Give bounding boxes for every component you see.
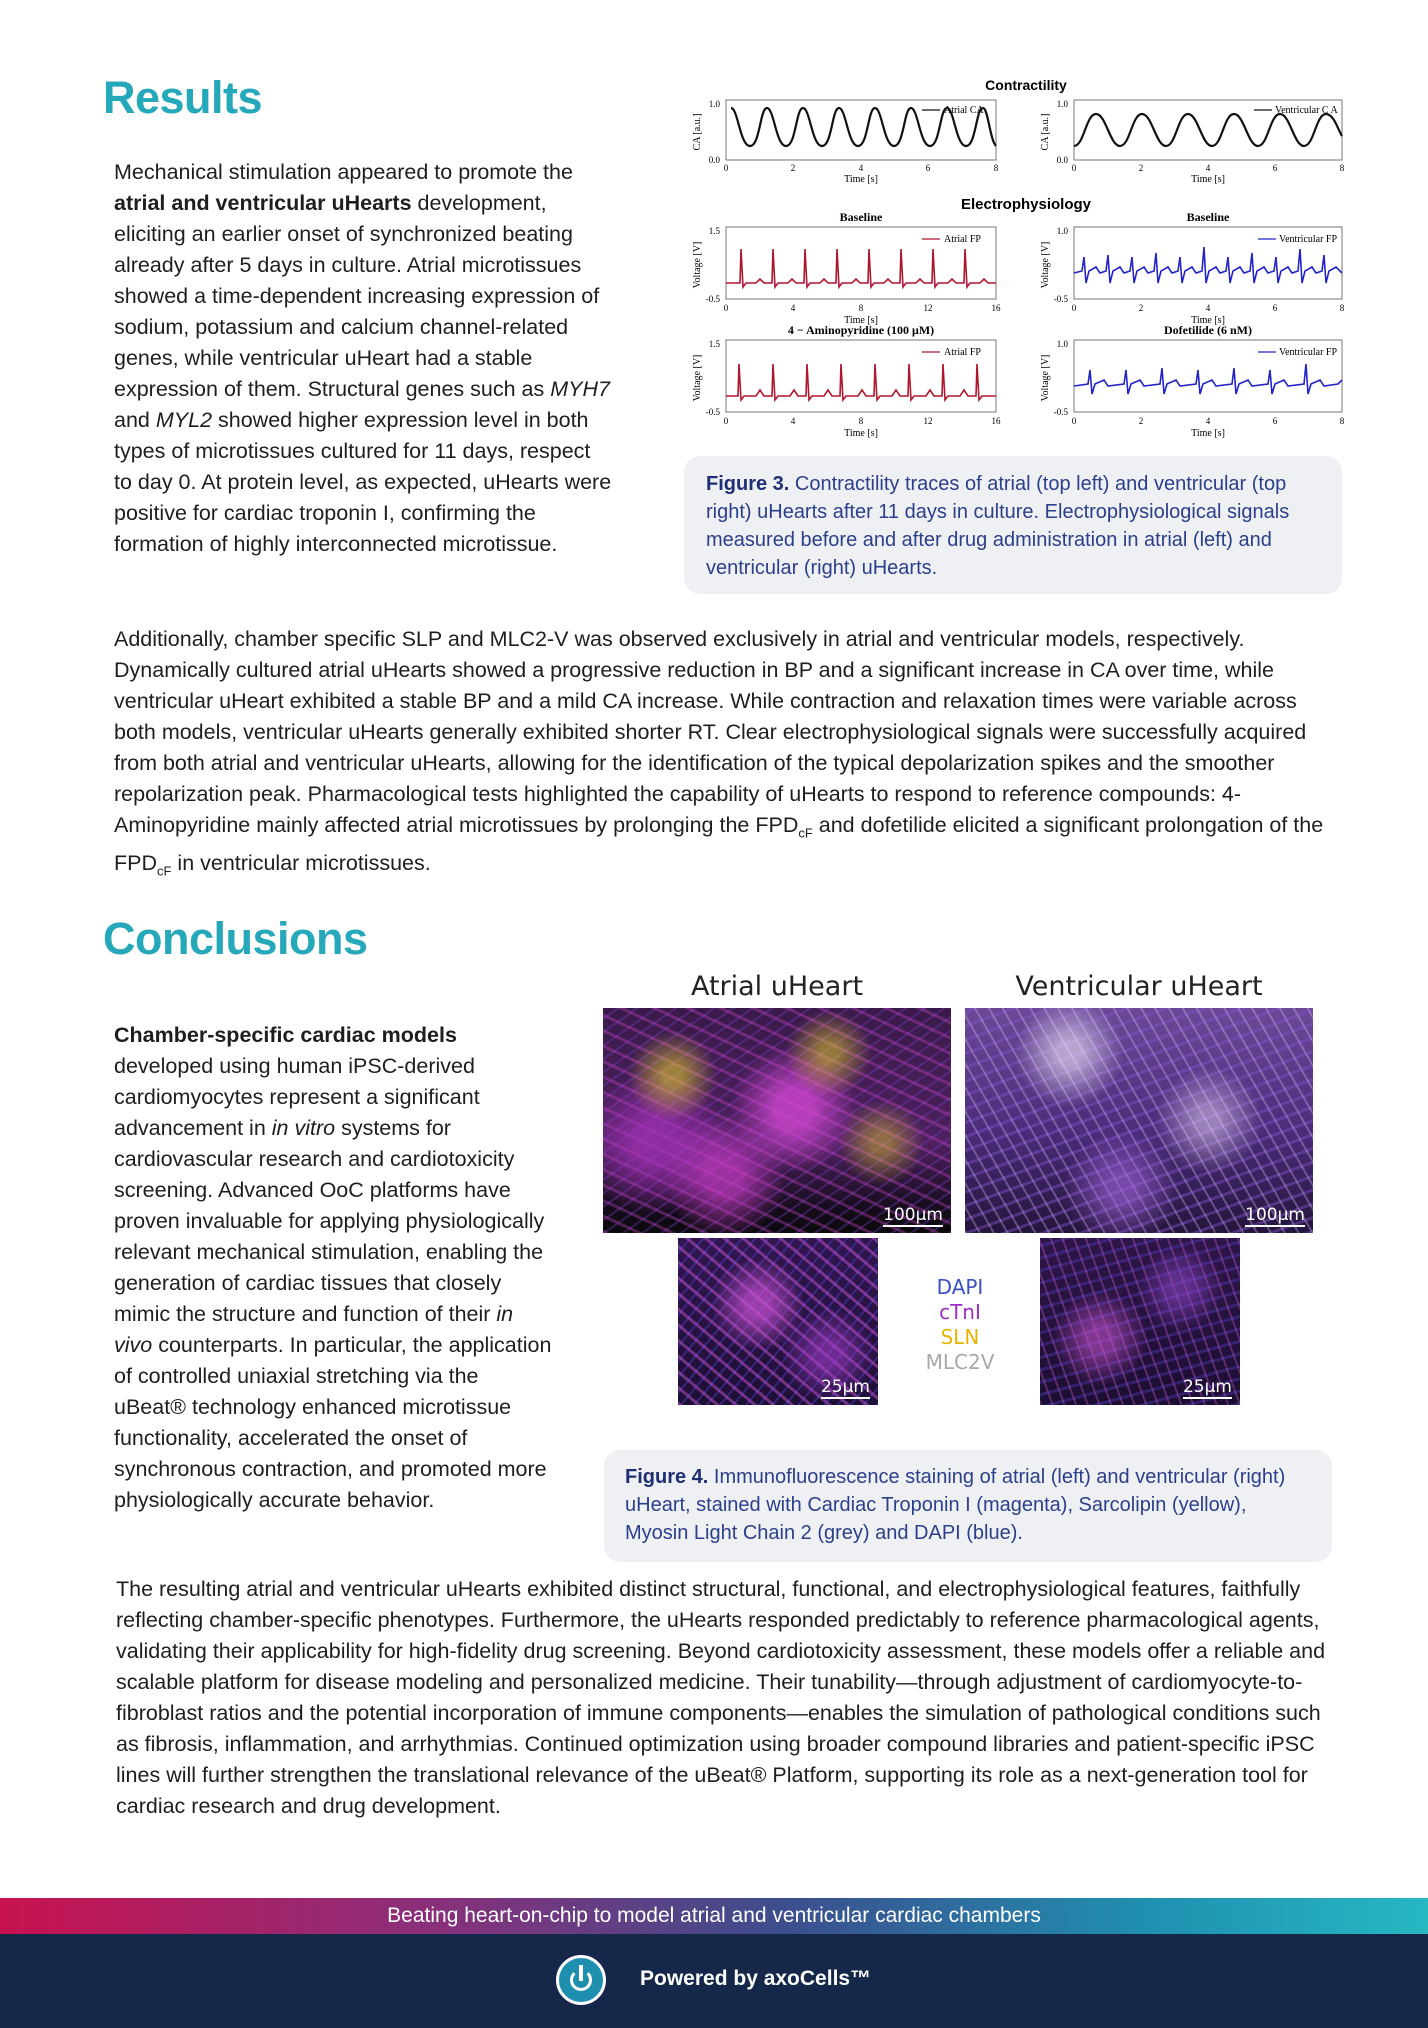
atrial-fp-drug-panel: [692, 323, 1001, 439]
atrial-uheart-title: Atrial uHeart: [690, 971, 864, 1002]
results-paragraph-2: Additionally, chamber specific SLP and MLC2-V was observed exclusively in atrial and ventricular models, respectively. Dynamically cultured atrial uHearts showed a progressive reduction in BP and a significant increase in CA over time, while ventricular uHeart exhibited a stable BP and a mild CA increase. While contraction and relaxation times were variable across both models, ventricular uHearts generally exhibited shorter RT. Clear electrophysiological signals were successfully acquired from both atrial and ventricular uHearts, allowing for the identification of the typical depolarization spikes and the smoother repolarization peak. Pharmacological tests highlighted the capability of uHearts to respond to reference compounds: 4-Aminopyridine mainly affected atrial microtissues by prolonging the $FPD_{cF}$ and dofetilide elicited a significant prolongation of the $FPD_{cF}$ in ventricular microtissues.: [114, 627, 1324, 879]
svg-text:Ventricular FP: Ventricular FP: [1279, 234, 1338, 245]
atrial-ca-panel: [692, 99, 999, 185]
svg-text:4: 4: [858, 163, 864, 173]
axocells-logo-icon: [556, 1955, 606, 2005]
ventricular-zoom-image: [1040, 1238, 1240, 1405]
svg-text:4: 4: [1205, 416, 1211, 426]
svg-text:CA [a.u.]: CA [a.u.]: [1040, 113, 1051, 151]
footer-tagline-bar: [0, 1898, 1428, 1934]
svg-text:Time [s]: Time [s]: [1191, 315, 1225, 326]
svg-text:0: 0: [723, 163, 729, 173]
svg-text:12: 12: [923, 416, 933, 426]
electrophysiology-title: Electrophysiology: [960, 196, 1092, 213]
svg-text:0: 0: [1071, 416, 1077, 426]
results-paragraph-1: Mechanical stimulation appeared to promote the atrial and ventricular uHearts development, eliciting an earlier onset of synchronized beating already after 5 days in culture. Atrial microtissues showed a time-dependent increasing expression of sodium, potassium and calcium channel-related genes, while ventricular uHeart had a stable expression of them. Structural genes such as MYH7 and MYL2 showed higher expression level in both types of microtissues cultured for 11 days, respect to day 0. At protein level, as expected, uHearts were positive for cardiac troponin I, confirming the formation of highly interconnected microtissue.: [114, 160, 612, 556]
baseline-right-title: Baseline: [1186, 210, 1230, 224]
ventricular-uheart-image: [965, 1008, 1313, 1233]
scale-bar-25-atrial: 25μm: [820, 1377, 870, 1397]
conclusions-paragraph-2: The resulting atrial and ventricular uHearts exhibited distinct structural, functional, and electrophysiological features, faithfully reflecting chamber-specific phenotypes. Furthermore, the uHearts responded predictably to reference pharmacological agents, validating their applicability for high-fidelity drug screening. Beyond cardiotoxicity assessment, these models offer a reliable and scalable platform for disease modeling and personalized medicine. Their tunability—through adjustment of cardiomyocyte-to-fibroblast ratios and the potential incorporation of immune components—enables the simulation of pathological conditions such as fibrosis, inflammation, and arrhythmias. Continued optimization using broader compound libraries and patient-specific iPSC lines will further strengthen the translational relevance of the uBeat® Platform, supporting its role as a next-generation tool for cardiac research and drug development.: [116, 1577, 1326, 1818]
svg-text:0.0: 0.0: [708, 155, 720, 165]
svg-text:16: 16: [991, 416, 1001, 426]
ventricular-fp-baseline-panel: [1040, 210, 1345, 326]
figure-3-charts: [686, 72, 1346, 442]
svg-text:6: 6: [1272, 303, 1278, 313]
svg-text:6: 6: [1272, 163, 1278, 173]
figure-3-caption: Figure 3. Contractility traces of atrial (top left) and ventricular (top right) uHearts after 11 days in culture. Electrophysiological signals measured before and after drug administration in atrial (left) and ventricular (right) uHearts.: [706, 473, 1290, 579]
svg-text:4: 4: [1205, 303, 1211, 313]
svg-text:12: 12: [923, 303, 933, 313]
legend-sln: SLN: [940, 1325, 980, 1349]
results-heading: Results: [103, 72, 263, 123]
ventricular-fp-drug-line: [1074, 364, 1342, 394]
x-label: Time [s]: [844, 174, 878, 185]
ventricular-uheart-title: Ventricular uHeart: [1015, 971, 1263, 1002]
svg-text:4: 4: [790, 416, 796, 426]
svg-text:Time [s]: Time [s]: [844, 315, 878, 326]
svg-text:0: 0: [1071, 163, 1077, 173]
atrial-uheart-image: [603, 1008, 951, 1233]
atrial-fp-baseline-line: [726, 249, 996, 287]
svg-text:2: 2: [1138, 416, 1144, 426]
scale-bar-100-ventricular: 100μm: [1245, 1205, 1305, 1225]
footer-tagline: Beating heart-on-chip to model atrial and ventricular cardiac chambers: [387, 1904, 1041, 1927]
svg-text:Atrial FP: Atrial FP: [944, 234, 981, 245]
stain-legend: [905, 1275, 1015, 1375]
legend-ventricular-ca: Ventricular C A: [1275, 105, 1338, 116]
svg-text:2: 2: [790, 163, 796, 173]
svg-text:1.5: 1.5: [708, 226, 720, 236]
svg-text:8: 8: [1339, 416, 1345, 426]
powered-by-text: Powered by axoCells™: [640, 1967, 872, 1990]
ventricular-ca-panel: [1040, 99, 1345, 185]
svg-text:16: 16: [991, 303, 1001, 313]
scale-bar-25-ventricular: 25μm: [1182, 1377, 1232, 1397]
svg-text:8: 8: [858, 416, 864, 426]
svg-text:1.0: 1.0: [1056, 226, 1068, 236]
legend-ctni: cTnI: [939, 1300, 981, 1324]
y-label: CA [a.u.]: [692, 113, 703, 151]
drug-left-title: 4 − Aminopyridine (100 μM): [787, 323, 935, 337]
atrial-fp-baseline-panel: [692, 210, 1001, 326]
svg-text:Voltage [V]: Voltage [V]: [1040, 354, 1051, 402]
svg-text:1.0: 1.0: [1056, 99, 1068, 109]
svg-text:Atrial FP: Atrial FP: [944, 347, 981, 358]
svg-text:Ventricular FP: Ventricular FP: [1279, 347, 1338, 358]
svg-text:Time [s]: Time [s]: [1191, 174, 1225, 185]
svg-text:0: 0: [723, 416, 729, 426]
drug-right-title: Dofetilide (6 nM): [1164, 323, 1252, 337]
svg-text:8: 8: [1339, 303, 1345, 313]
svg-text:8: 8: [993, 163, 999, 173]
svg-text:4: 4: [1205, 163, 1211, 173]
svg-text:2: 2: [1138, 163, 1144, 173]
legend-atrial-ca: Atrial CA: [944, 105, 984, 116]
legend-dapi: DAPI: [936, 1275, 984, 1299]
svg-text:0.0: 0.0: [1056, 155, 1068, 165]
conclusions-heading: Conclusions: [103, 913, 368, 964]
conclusions-paragraph-1: Chamber-specific cardiac models developed using human iPSC-derived cardiomyocytes represent a significant advancement in in vitro systems for cardiovascular research and cardiotoxicity screening. Advanced OoC platforms have proven invaluable for applying physiologically relevant mechanical stimulation, enabling the generation of cardiac tissues that closely mimic the structure and function of their in vivo counterparts. In particular, the application of controlled uniaxial stretching via the uBeat® technology enhanced microtissue functionality, accelerated the onset of synchronous contraction, and promoted more physiologically accurate behavior.: [114, 1023, 552, 1512]
legend-mlc2v: MLC2V: [925, 1350, 995, 1374]
svg-text:Time [s]: Time [s]: [844, 428, 878, 439]
ventricular-ca-line: [1074, 114, 1342, 146]
svg-text:0: 0: [1071, 303, 1077, 313]
svg-text:-0.5: -0.5: [1053, 294, 1068, 304]
svg-text:2: 2: [1138, 303, 1144, 313]
svg-text:6: 6: [925, 163, 931, 173]
baseline-left-title: Baseline: [839, 210, 883, 224]
svg-text:Voltage [V]: Voltage [V]: [692, 241, 703, 289]
svg-text:1.0: 1.0: [708, 99, 720, 109]
svg-text:0: 0: [723, 303, 729, 313]
svg-text:6: 6: [1272, 416, 1278, 426]
svg-text:Voltage [V]: Voltage [V]: [692, 354, 703, 402]
svg-text:-0.5: -0.5: [705, 294, 720, 304]
figure-4-caption: Figure 4. Immunofluorescence staining of atrial (left) and ventricular (right) uHeart, stained with Cardiac Troponin I (magenta), Sarcolipin (yellow), Myosin Light Chain 2 (grey) and DAPI (blue).: [625, 1466, 1286, 1544]
svg-text:4: 4: [790, 303, 796, 313]
svg-text:1.5: 1.5: [708, 339, 720, 349]
atrial-fp-drug-line: [726, 364, 996, 400]
footer-bar: [0, 1934, 1428, 2028]
scale-bar-100-atrial: 100μm: [883, 1205, 943, 1225]
svg-text:Voltage [V]: Voltage [V]: [1040, 241, 1051, 289]
svg-text:-0.5: -0.5: [1053, 407, 1068, 417]
contractility-title: Contractility: [985, 77, 1067, 93]
ventricular-fp-baseline-line: [1074, 247, 1342, 283]
svg-text:8: 8: [858, 303, 864, 313]
svg-text:-0.5: -0.5: [705, 407, 720, 417]
svg-text:8: 8: [1339, 163, 1345, 173]
ventricular-fp-drug-panel: [1040, 323, 1345, 439]
svg-text:1.0: 1.0: [1056, 339, 1068, 349]
atrial-zoom-image: [678, 1238, 878, 1405]
svg-text:Time [s]: Time [s]: [1191, 428, 1225, 439]
